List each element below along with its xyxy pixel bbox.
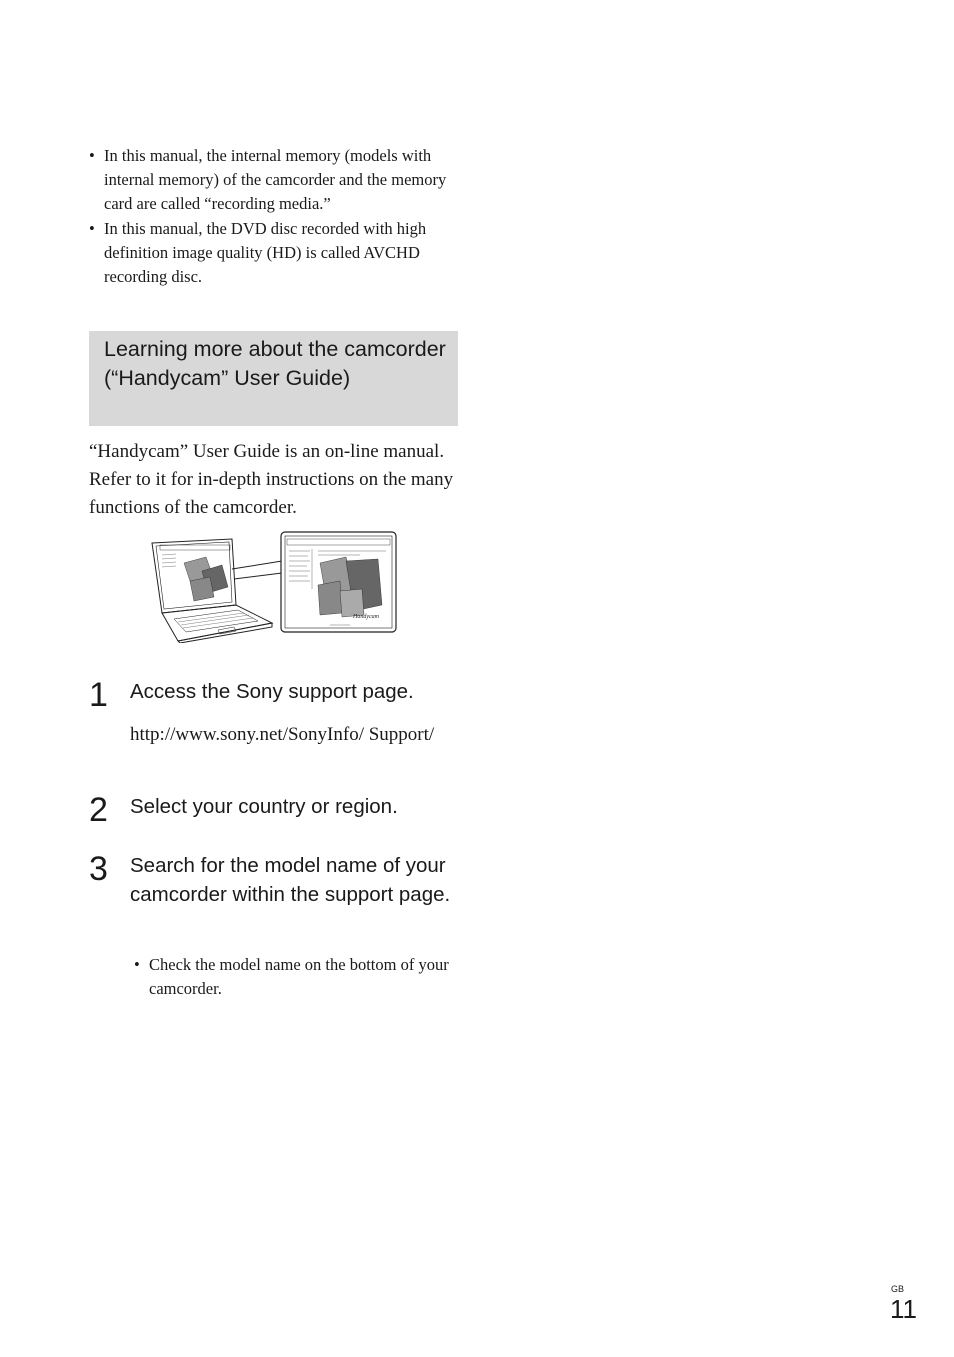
bullet-icon: • xyxy=(89,218,95,238)
step-text: Search for the model name of your camcorder within the support page. xyxy=(130,854,451,906)
language-code: GB xyxy=(891,1284,905,1294)
bullet-icon: • xyxy=(89,146,95,165)
step-3-notes xyxy=(134,953,464,1001)
laptop-user-guide-illustration xyxy=(150,531,398,643)
step-number: 1 xyxy=(89,676,108,714)
handycam-logo-text: Handycam xyxy=(353,614,379,620)
intro-notes-list xyxy=(89,144,461,289)
step-text: Select your country or region. xyxy=(130,795,398,818)
section-title: Learning more about the camcorder (“Handycam” User Guide) xyxy=(104,337,446,390)
list-item: • In this manual, the DVD disc recorded with high definition image quality (HD) is called AVCHD recording disc. xyxy=(89,218,427,287)
list-item: • In this manual, the internal memory (models with internal memory) of the camcorder and the memory card are called “recording media.” xyxy=(89,146,447,214)
support-url: http://www.sony.net/SonyInfo/ Support/ xyxy=(130,724,435,745)
list-item: • Check the model name on the bottom of your camcorder. xyxy=(134,955,449,999)
step-number: 3 xyxy=(89,850,108,888)
bullet-icon: • xyxy=(134,955,140,974)
step-text: Access the Sony support page. xyxy=(130,680,414,703)
section-body: “Handycam” User Guide is an on-line manual. Refer to it for in-depth instructions on the many functions of the camcorder. xyxy=(89,441,454,519)
section-heading-box xyxy=(89,331,458,426)
page-number: 11 xyxy=(890,1294,917,1324)
step-number: 2 xyxy=(89,791,108,829)
